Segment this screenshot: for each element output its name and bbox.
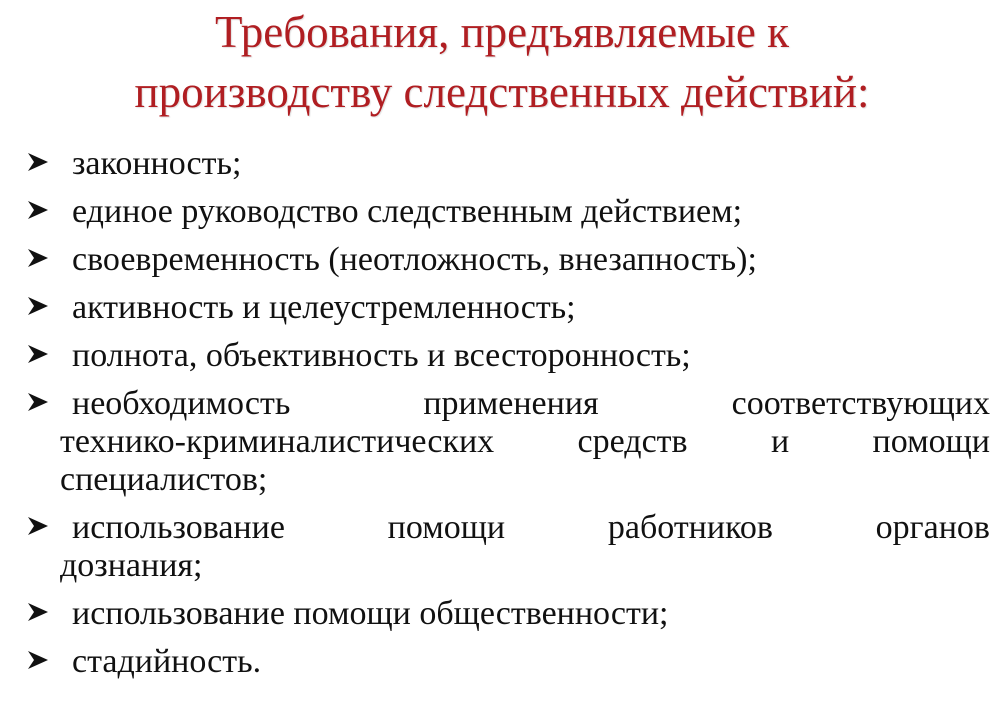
list-item-text: стадийность.: [72, 643, 262, 680]
list-item: [22, 145, 990, 183]
arrowhead-bullet-icon: [24, 339, 54, 369]
list-item-word: соответствующих: [731, 385, 990, 422]
list-item-text: полнота, объективность и всесторонность;: [72, 337, 691, 374]
arrowhead-bullet-icon: [24, 291, 54, 321]
list-item: [22, 193, 990, 231]
list-item-word: применения: [423, 385, 599, 422]
list-item-text: законность;: [72, 145, 242, 182]
list-item: [22, 289, 990, 327]
requirements-list: [22, 145, 990, 691]
slide-title-line-1: Требования, предъявляемые к: [214, 7, 790, 57]
list-item-word: использование: [72, 509, 285, 546]
list-item: [22, 385, 990, 499]
list-item: [22, 241, 990, 279]
list-item-line: [22, 385, 990, 423]
list-item-word: помощи: [872, 423, 990, 460]
list-item-word: средств: [577, 423, 688, 460]
list-item-text: своевременность (неотложность, внезапность);: [72, 241, 757, 278]
list-item-line: дознания;: [60, 547, 203, 584]
arrowhead-bullet-icon: [24, 243, 54, 273]
list-item-line: специалистов;: [60, 461, 268, 498]
list-item-word: помощи: [387, 509, 506, 546]
arrowhead-bullet-icon: [24, 147, 54, 177]
list-item-line: [22, 423, 990, 461]
list-item-text: активность и целеустремленность;: [72, 289, 576, 326]
arrowhead-bullet-icon: [24, 511, 54, 541]
list-item: [22, 595, 990, 633]
arrowhead-bullet-icon: [24, 387, 54, 417]
list-item-word: необходимость: [72, 385, 291, 422]
list-item-word: технико-криминалистических: [60, 423, 495, 460]
list-item: [22, 337, 990, 375]
arrowhead-bullet-icon: [24, 645, 54, 675]
list-item-word: и: [770, 423, 790, 460]
list-item: [22, 509, 990, 585]
arrowhead-bullet-icon: [24, 597, 54, 627]
list-item-word: органов: [875, 509, 990, 546]
list-item-text: использование помощи общественности;: [72, 595, 669, 632]
list-item-text: единое руководство следственным действием;: [72, 193, 743, 230]
list-item-word: работников: [607, 509, 773, 546]
list-item-line: [22, 509, 990, 547]
slide-title: [0, 2, 1004, 122]
slide-title-line-2: производству следственных действий:: [134, 67, 870, 117]
list-item: [22, 643, 990, 681]
arrowhead-bullet-icon: [24, 195, 54, 225]
